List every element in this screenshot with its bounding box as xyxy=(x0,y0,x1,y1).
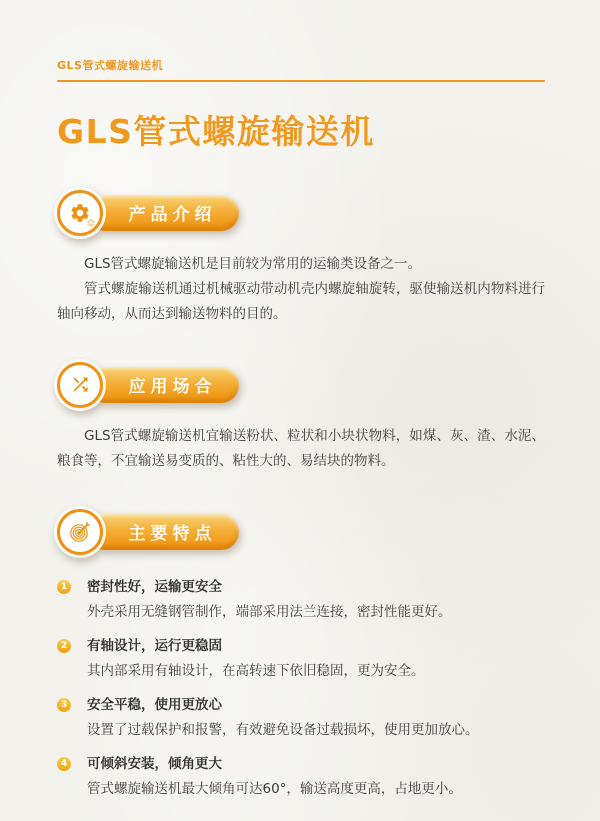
feature-description: 设置了过载保护和报警，有效避免设备过载损坏，使用更加放心。 xyxy=(87,721,479,738)
dart-target-icon xyxy=(68,520,92,544)
intro-paragraph-2: 管式螺旋输送机通过机械驱动带动机壳内螺旋轴旋转，驱使输送机内物料进行轴向移动，从而达到输送物料的目的。 xyxy=(57,280,545,322)
feature-item-1 xyxy=(57,577,545,623)
application-text xyxy=(57,424,545,474)
section-badge-application xyxy=(57,362,247,408)
gear-small-icon xyxy=(86,218,96,228)
feature-description: 其内部采用有轴设计，在高转速下依旧稳固，更为安全。 xyxy=(87,662,425,679)
feature-description: 管式螺旋输送机最大倾角可达60°，输送高度更高，占地更小。 xyxy=(87,780,462,797)
section-badge-product-intro xyxy=(57,190,247,236)
badge-circle xyxy=(57,509,103,555)
page-title: GLS管式螺旋输送机 xyxy=(57,112,375,151)
feature-item-4 xyxy=(57,754,545,800)
badge-circle xyxy=(57,190,103,236)
section-badge-features xyxy=(57,509,247,555)
feature-title: 可倾斜安装，倾角更大 xyxy=(87,755,222,772)
product-intro-text xyxy=(57,252,545,327)
badge-circle xyxy=(57,362,103,408)
feature-item-3 xyxy=(57,695,545,741)
application-paragraph: GLS管式螺旋输送机宜输送粉状、粒状和小块状物料，如煤、灰、渣、水泥、粮食等，不宜输送易变质的、粘性大的、易结块的物料。 xyxy=(57,427,545,469)
feature-list xyxy=(57,577,545,800)
header-divider xyxy=(57,80,545,82)
badge-label-application: 应用场合 xyxy=(87,367,239,403)
intro-paragraph-1: GLS管式螺旋输送机是目前较为常用的运输类设备之一。 xyxy=(84,255,422,272)
feature-number-badge: 1 xyxy=(57,580,71,594)
feature-number-badge: 2 xyxy=(57,639,71,653)
feature-title: 有轴设计，运行更稳固 xyxy=(87,637,222,654)
feature-number-badge: 3 xyxy=(57,698,71,712)
feature-item-2 xyxy=(57,636,545,682)
feature-title: 安全平稳，使用更放心 xyxy=(87,696,222,713)
feature-title: 密封性好，运输更安全 xyxy=(87,578,222,595)
header-label: GLS管式螺旋输送机 xyxy=(57,59,163,72)
feature-number-badge: 4 xyxy=(57,757,71,771)
badge-label-features: 主要特点 xyxy=(87,514,239,550)
feature-description: 外壳采用无缝钢管制作，端部采用法兰连接，密封性能更好。 xyxy=(87,603,452,620)
badge-label-product-intro: 产品介绍 xyxy=(87,195,239,231)
shuffle-arrows-icon xyxy=(70,374,91,395)
